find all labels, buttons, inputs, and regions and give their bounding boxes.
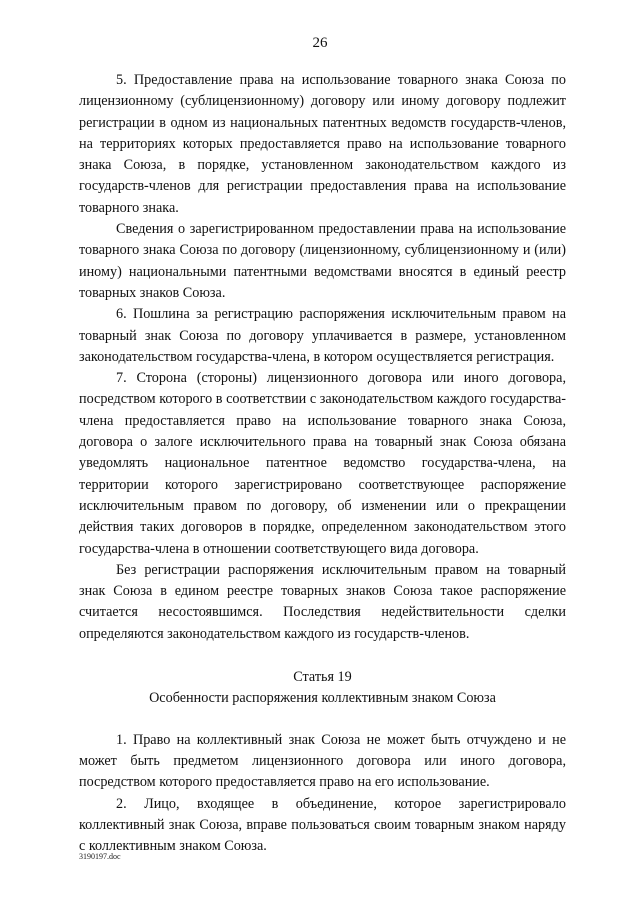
document-body [79, 70, 566, 857]
paragraph-article19-item-2: 2. Лицо, входящее в объединение, которое зарегистрировало коллективный знак Союза, вправе пользоваться своим товарным знаком наряду с коллективным знаком Союза. [79, 795, 566, 855]
paragraph-item-7: 7. Сторона (стороны) лицензионного договора или иного договора, посредством которого в соответствии с законодательством каждого государства-члена предоставляется право на использование товарного знака Союза, договора о залоге исключительного права на товарный знак Союза обязана уведомлять национальное патентное ведомство государства-члена, на территории которого зарегистрировано соответствующее распоряжение исключительным правом по договору, об изменении или о прекращении действия таких договоров в порядке, определенном законодательством этого государства-члена в отношении соответствующего вида договора. [79, 370, 566, 557]
paragraph-without-registration: Без регистрации распоряжения исключительным правом на товарный знак Союза в едином реестре товарных знаков Союза такое распоряжение считается несостоявшимся. Последствия недействительности сделки определяются законодательством каждого из государств-членов. [79, 561, 566, 642]
article-heading: Статья 19 [293, 669, 352, 686]
article-title: Особенности распоряжения коллективным знаком Союза [149, 690, 496, 707]
paragraph-registry-info: Сведения о зарегистрированном предоставлении права на использование товарного знака Союза по договору (лицензионному, сублицензионному и (или) иному) национальными патентными ведомствами вносятся в единый реестр товарных знаков Союза. [79, 221, 566, 301]
footer-filename: 3190197.doc [79, 852, 121, 861]
paragraph-article19-item-1: 1. Право на коллективный знак Союза не может быть отчуждено и не может быть предметом лицензионного договора или иного договора, посредством которого предоставляется право на его использование. [79, 731, 566, 791]
page-number: 26 [312, 35, 328, 51]
paragraph-item-5: 5. Предоставление права на использование товарного знака Союза по лицензионному (сублицензионному) договору или иному договору подлежит регистрации в одном из национальных патентных ведомств государств-членов, на территориях которых предоставляется право на использование товарного знака Союза, в порядке, установленном законодательством каждого из государств-членов для регистрации предоставления права на использование товарного знака. [79, 72, 566, 216]
paragraph-item-6: 6. Пошлина за регистрацию распоряжения исключительным правом на товарный знак Союза по договору уплачивается в размере, установленном законодательством государства-члена, в котором осуществляется регистрация. [79, 306, 566, 365]
